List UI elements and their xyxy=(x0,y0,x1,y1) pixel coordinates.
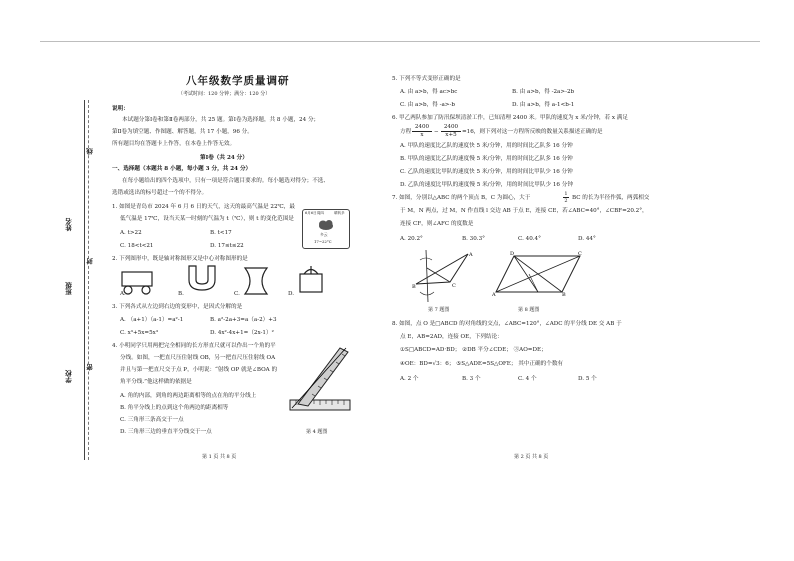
q3-option-b: B. a²-2a+3=a（a-2）+3 xyxy=(210,317,277,323)
q6-equation-suffix: =16，则下列对这一方程所反映的数量关系描述正确的是 xyxy=(462,129,603,135)
q8-option-a: A. 2 个 xyxy=(400,376,419,382)
q4-line1: 4. 小明同学只用两把完全相同的长方形直尺就可以作出一个角的平 xyxy=(112,343,276,349)
q1-option-b: B. t<17 xyxy=(210,230,232,236)
weather-cloudy: 多云 xyxy=(320,232,328,237)
top-rule xyxy=(40,41,760,42)
gutter-school-label: 学校 xyxy=(65,370,73,383)
q8-line1: 8. 如图，点 O 是□ABCD 的对角线的交点，∠ABC=120°，∠ADC 的平分线 DE 交 AB 于 xyxy=(392,321,622,327)
instructions-line3: 所有题目均在答题卡上作答，在本卷上作答无效。 xyxy=(112,141,236,147)
q6-option-c: C. 乙队的速度比甲队的速度快 5 米/分钟，用的时间比甲队少 16 分钟 xyxy=(400,169,573,175)
q7-triangle-figure xyxy=(412,248,474,304)
q8-parallelogram-figure xyxy=(492,250,584,296)
q7-half-fraction xyxy=(563,191,569,204)
q1-line1: 1. 如图是青岛市 2024 年 6 月 6 日的天气，这天的最高气温是 22℃，最 xyxy=(112,204,295,210)
q1-line2: 低气温是 17℃，设当天某一时刻的气温为 t（℃），则 t 的变化范围是 xyxy=(120,216,294,222)
svg-text:A: A xyxy=(469,252,473,258)
q7-line1: 7. 如图，分别以△ABC 的两个顶点 B，C 为圆心，大于 xyxy=(392,195,531,201)
q3-option-c: C. x³+5x=5x³ xyxy=(120,330,159,336)
q4-line2: 分线。如图，一把直尺压住射线 OB，另一把直尺压住射线 OA xyxy=(120,355,276,361)
q3-option-d: D. 4x²-4x+1=（2x-1）² xyxy=(210,330,274,336)
q2-figure-c-hourglass-icon xyxy=(242,266,270,296)
svg-text:C: C xyxy=(452,283,456,289)
q7-option-a: A. 20.2° xyxy=(400,236,423,242)
q6-equation-prefix: 方程 xyxy=(400,129,412,135)
q6-frac1-den: x xyxy=(420,132,424,138)
q8-option-d: D. 5 个 xyxy=(578,376,597,382)
q1-option-d: D. 17≤t≤22 xyxy=(210,243,244,249)
svg-text:A: A xyxy=(492,292,496,296)
q2-figure-b-u-shape-icon xyxy=(186,264,218,294)
gutter-mark-seal: 封 xyxy=(86,258,94,265)
q5-option-c: C. 由 a>b，得 -a>-b xyxy=(400,102,455,108)
q7-line2: 于 M，N 两点，过 M，N 作直线 l 交边 AB 于点 E，连接 CE，若∠ABC=40°，∠CBF=20.2°， xyxy=(400,208,648,214)
q2-option-b: B. xyxy=(178,291,184,297)
q6-option-b: B. 甲队的速度比乙队的速度慢 5 米/分钟，用的时间比乙队多 16 分钟 xyxy=(400,156,573,162)
q8-line4: ④OE：BD=√3：6； ⑤S△ADE=5S△OFE； 其中正确的个数有 xyxy=(400,361,564,367)
part1-heading: 第Ⅰ卷（共 24 分） xyxy=(200,155,248,161)
q5-option-d: D. 由 a>b，得 a-1<b-1 xyxy=(512,102,575,108)
gutter-class-label: 班级 xyxy=(65,282,73,295)
q4-line3: 并且与第一把直尺交于点 P，小明说：“射线 OP 就是∠BOA 的 xyxy=(120,367,278,373)
q6-option-d: D. 乙队的速度比甲队的速度慢 5 米/分钟，用的时间比甲队少 16 分钟 xyxy=(400,182,573,188)
q8-line3: ①S□ABCD=AD·BD； ②DB 平分∠CDE； ③AO=DE； xyxy=(400,347,547,353)
q5-option-a: A. 由 a>b，得 ac>bc xyxy=(400,89,458,95)
instructions-heading: 说明： xyxy=(112,106,129,112)
q4-option-c: C. 三角形三条高交于一点 xyxy=(120,417,184,423)
q4-option-b: B. 角平分线上的点到这个角两边的距离相等 xyxy=(120,405,229,411)
q4-caption: 第 4 题图 xyxy=(306,429,328,435)
q8-option-b: B. 3 个 xyxy=(462,376,481,382)
q7-caption: 第 7 题图 xyxy=(428,307,450,313)
q6-fraction2 xyxy=(441,124,461,139)
q6-minus: − xyxy=(434,129,439,135)
q4-option-d: D. 三角形三边的垂直平分线交于一点 xyxy=(120,429,212,435)
gutter-name-label: 姓名 xyxy=(65,218,73,231)
page1-footer: 第 1 页 共 8 页 xyxy=(202,454,237,460)
q8-option-c: C. 4 个 xyxy=(518,376,537,382)
q5-option-b: B. 由 a>b，得 -2a>-2b xyxy=(512,89,575,95)
section-intro1: 在每小题给出的四个选项中，只有一项是符合题目要求的。每小题选对得分；不选、 xyxy=(122,178,329,184)
q2-option-c: C. xyxy=(234,291,240,297)
q1-option-c: C. 18<t<21 xyxy=(120,243,154,249)
weather-card xyxy=(302,209,350,249)
cloud-icon xyxy=(317,219,335,231)
instructions-line1: 本试题分第Ⅰ卷和第Ⅱ卷两部分，共 25 题。第Ⅰ卷为选择题，共 8 小题，24 分； xyxy=(122,117,320,123)
q3-stem: 3. 下列各式从左边到右边的变形中，是因式分解的是 xyxy=(112,304,243,310)
q4-option-a: A. 角的内部，到角的两边距离相等的点在角的平分线上 xyxy=(120,393,257,399)
q6-fraction1 xyxy=(412,124,432,139)
q7-line1-cont: BC 的长为半径作弧，两弧相交 xyxy=(572,195,650,201)
q8-line2: 点 E，AB=2AD，连接 OE，下列结论： xyxy=(400,334,503,340)
section-intro2: 选错或选出的标号超过一个的不得分。 xyxy=(112,190,208,196)
q6-frac2-den: x+5 xyxy=(445,132,457,138)
weather-date: 6月6日周四 xyxy=(305,211,324,215)
exam-title: 八年级数学质量调研 xyxy=(186,75,290,87)
q6-line1: 6. 甲乙两队参加了防汛保坝清淤工作，已知清理 2400 米。甲队的速度为 x 米/分钟，若 x 满足 xyxy=(392,115,628,121)
q8-caption: 第 8 题图 xyxy=(518,307,540,313)
q7-option-c: C. 40.4° xyxy=(518,236,541,242)
q2-option-a: A. xyxy=(120,291,126,297)
svg-text:B: B xyxy=(412,284,416,290)
q7-line3: 连接 CF，则∠AFC 的度数是 xyxy=(400,221,474,227)
q6-frac1-num: 2400 xyxy=(412,124,432,132)
svg-text:D: D xyxy=(510,251,515,257)
section-heading: 一、选择题（本题共 8 小题，每小题 3 分，共 24 分） xyxy=(112,166,252,172)
exam-subtitle: （考试时间：120 分钟；满分：120 分） xyxy=(178,91,271,97)
q5-stem: 5. 下列不等式变形正确的是 xyxy=(392,76,461,82)
q6-frac2-num: 2400 xyxy=(441,124,461,132)
weather-desc: 晴转多 xyxy=(334,211,345,215)
svg-text:C: C xyxy=(578,251,582,257)
weather-range: 17~22°C xyxy=(314,239,332,244)
q7-option-b: B. 30.3° xyxy=(462,236,485,242)
gutter-mark-secret: 密 xyxy=(86,364,94,371)
q7-half-den: 2 xyxy=(564,198,568,204)
q3-option-a: A. （a+1）（a-1）=a²-1 xyxy=(120,317,184,323)
gutter-mark-line: 线 xyxy=(86,148,94,155)
q4-rulers-figure xyxy=(288,344,354,416)
q2-stem: 2. 下列图形中，既是轴对称图形又是中心对称图形的是 xyxy=(112,256,248,262)
q2-option-d: D. xyxy=(288,291,295,297)
q1-option-a: A. t>22 xyxy=(120,230,142,236)
page2-footer: 第 2 页 共 8 页 xyxy=(514,454,549,460)
q4-line4: 角平分线.”他这样做的依据是 xyxy=(120,379,192,385)
q7-half-num: 1 xyxy=(564,191,568,197)
q2-figure-d-shape-icon xyxy=(296,264,328,296)
q6-option-a: A. 甲队的速度比乙队的速度快 5 米/分钟，用的时间比乙队多 16 分钟 xyxy=(400,143,573,149)
svg-text:B: B xyxy=(562,292,566,296)
q7-option-d: D. 44° xyxy=(578,236,596,242)
instructions-line2: 第Ⅱ卷为填空题、作图题、解答题，共 17 小题，96 分。 xyxy=(112,129,253,135)
